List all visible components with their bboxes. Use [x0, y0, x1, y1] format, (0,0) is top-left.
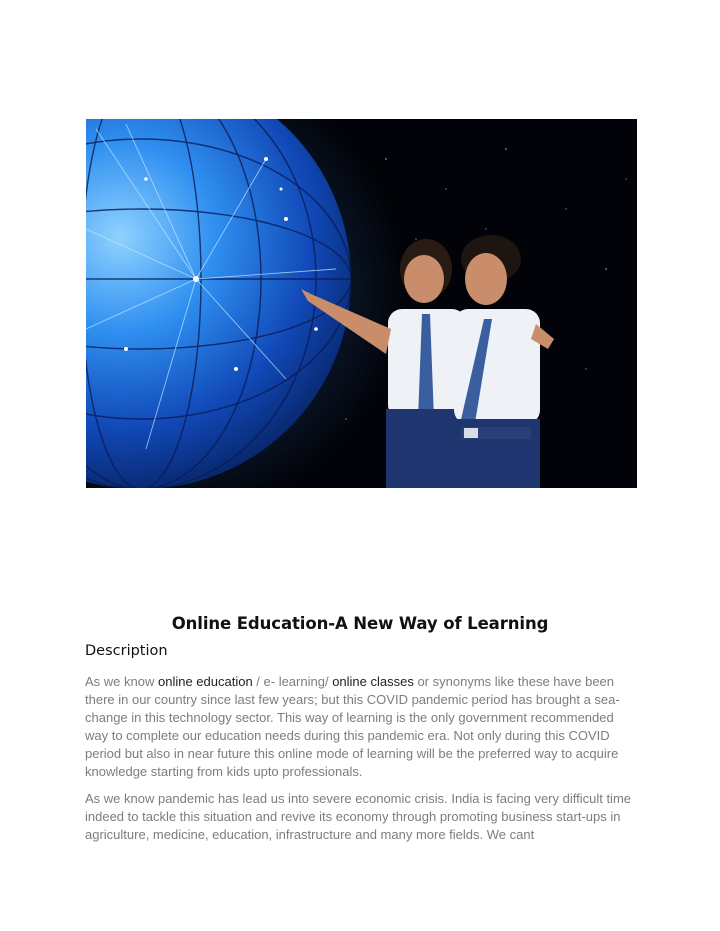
hero-image — [86, 119, 637, 488]
description-paragraph-2: As we know pandemic has lead us into severe economic crisis. India is facing very difficult time indeed to tackle this situation and revive its economy through promoting business start-ups in agriculture, medicine, education, infrastructure and many more fields. We cant — [85, 791, 632, 842]
para1-prefix: As we know — [85, 674, 158, 689]
para1-body: or synonyms like these have been there in our country since last few years; but this COVID pandemic period has brought a sea-change in this technology sector. This way of learning is the only government recommended way to complete our education needs during this pandemic era. Not only during this COVID period but also in near future this online mode of learning will be the preferred way to acquire knowledge starting from kids upto professionals. — [85, 674, 620, 779]
section-heading: Description — [85, 643, 168, 659]
description-paragraph-1 — [85, 673, 640, 781]
online-classes-link[interactable]: online classes — [332, 674, 414, 689]
online-education-link[interactable]: online education — [157, 674, 253, 689]
para1-separator: / e- learning/ — [252, 674, 333, 689]
page-title: Online Education-A New Way of Learning — [171, 614, 549, 633]
